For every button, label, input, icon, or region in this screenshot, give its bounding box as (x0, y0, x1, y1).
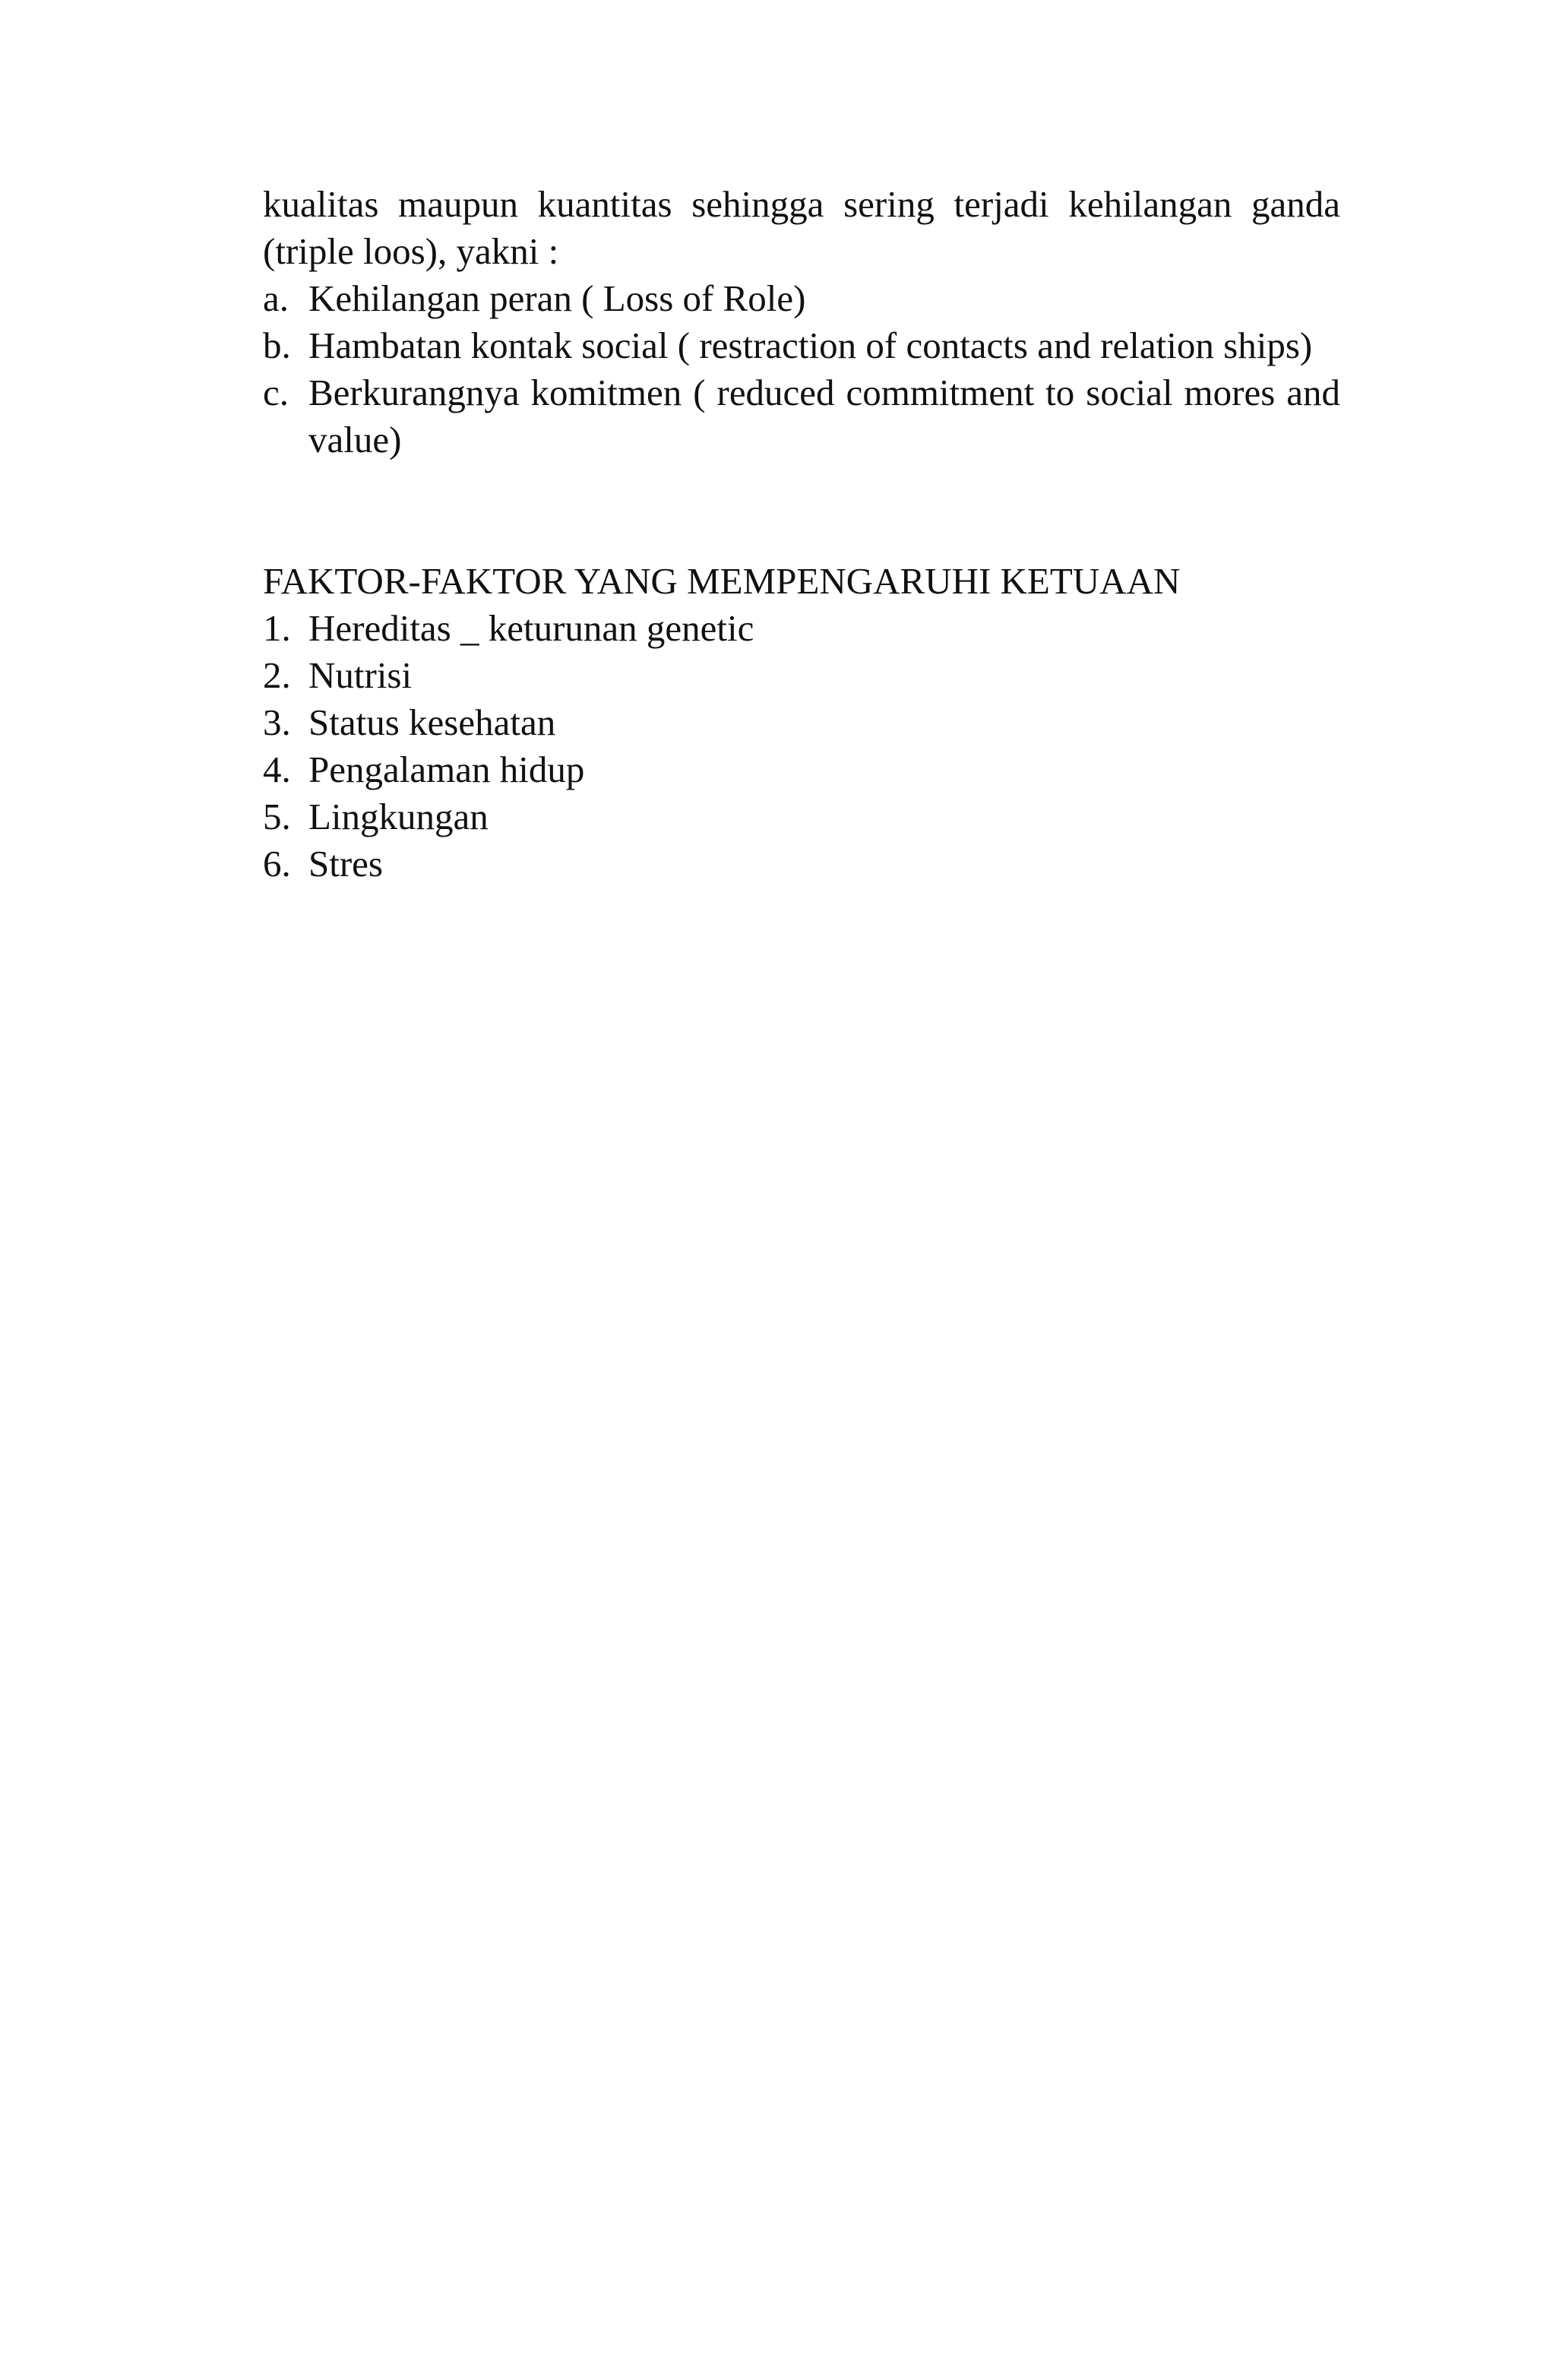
list-marker: c. (263, 372, 289, 413)
list-item-text: Pengalaman hidup (308, 748, 585, 790)
list-item-text: Status kesehatan (308, 701, 556, 743)
factor-list-item (263, 605, 1340, 652)
list-marker: 5. (263, 796, 291, 837)
loss-list-item (263, 275, 1340, 322)
factor-list-item (263, 793, 1340, 840)
loss-list-item (263, 369, 1340, 464)
list-item-text: Nutrisi (308, 654, 413, 696)
loss-list (263, 275, 1340, 464)
factor-list-item (263, 652, 1340, 699)
list-item-text: Hereditas _ keturunan genetic (308, 607, 754, 649)
loss-list-item (263, 322, 1340, 369)
list-item-text: Kehilangan peran ( Loss of Role) (308, 277, 806, 319)
list-marker: a. (263, 277, 289, 319)
list-marker: b. (263, 324, 291, 366)
factor-list-item (263, 840, 1340, 888)
list-marker: 6. (263, 843, 291, 885)
list-marker: 4. (263, 748, 291, 790)
list-marker: 3. (263, 701, 291, 743)
list-marker: 2. (263, 654, 291, 696)
list-item-text: Hambatan kontak social ( restraction of contacts and relation ships) (308, 324, 1313, 366)
list-item-text: Stres (308, 843, 383, 885)
list-marker: 1. (263, 607, 291, 649)
factor-list-item (263, 699, 1340, 746)
section-heading: FAKTOR-FAKTOR YANG MEMPENGARUHI KETUAAN (263, 560, 1181, 602)
factor-list-item (263, 746, 1340, 793)
intro-paragraph: kualitas maupun kuantitas sehingga sering terjadi kehilangan ganda (triple loos), yakni : (263, 183, 1340, 272)
factors-list (263, 605, 1340, 888)
page-content (263, 181, 1340, 888)
list-item-text: Berkurangnya komitmen ( reduced commitment to social mores and value) (308, 372, 1340, 460)
list-item-text: Lingkungan (308, 796, 489, 837)
